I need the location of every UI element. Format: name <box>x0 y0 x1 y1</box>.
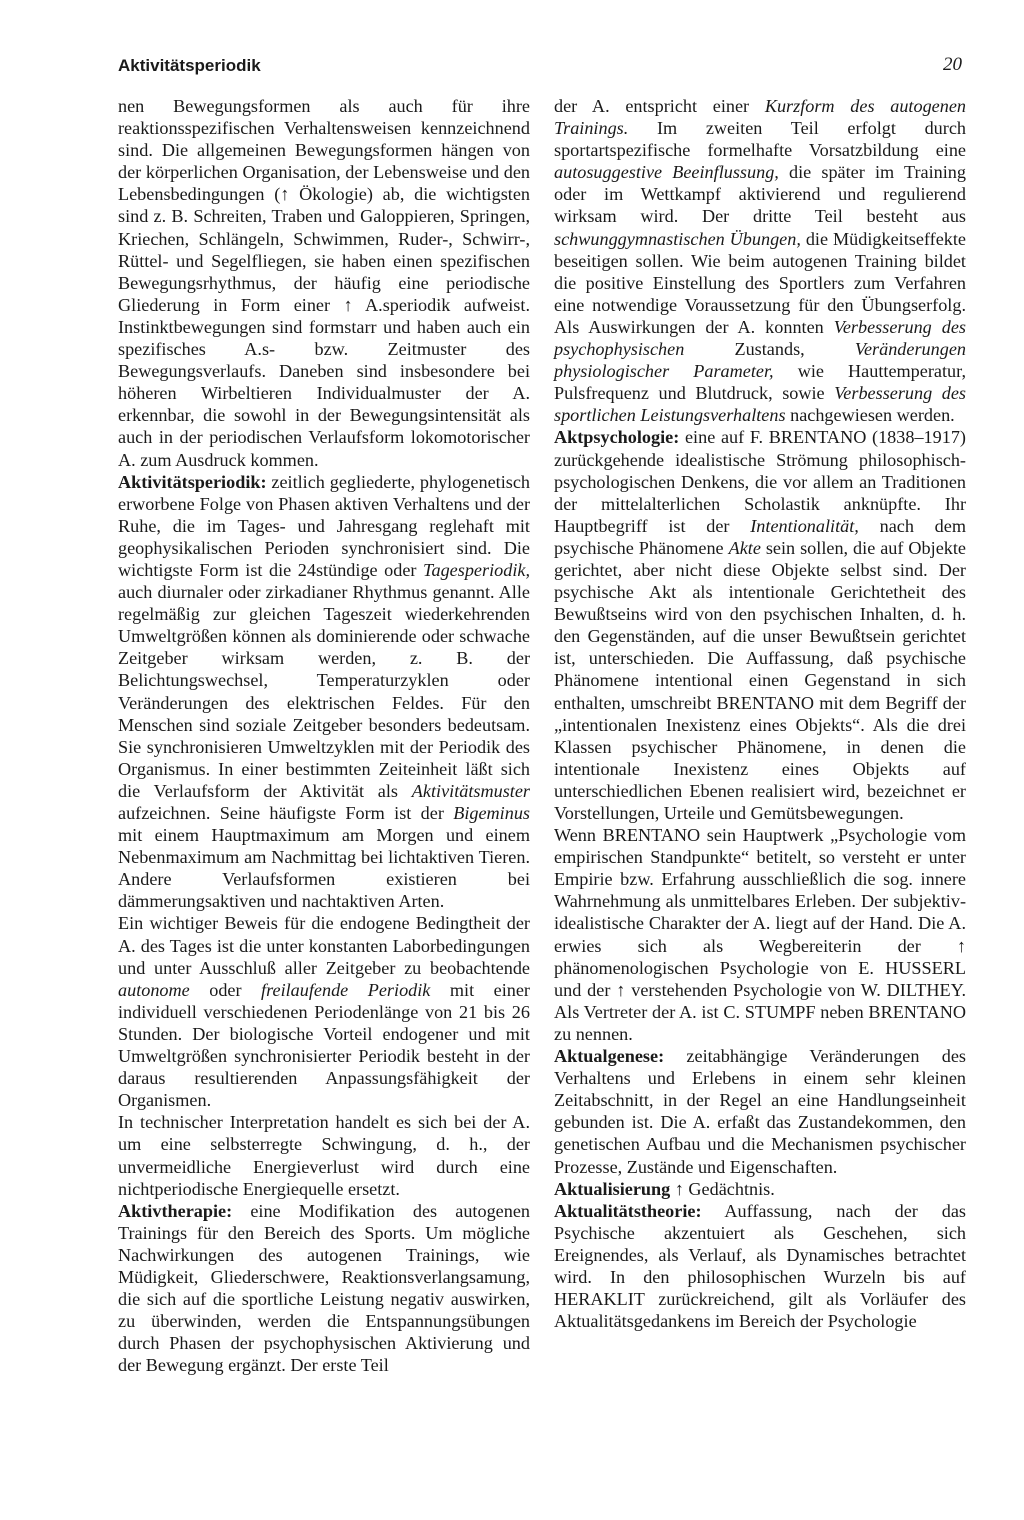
paragraph-text: Wenn BRENTANO sein Hauptwerk „Psychologie vom empirischen Standpunkte“ betitelt, so versteht er unter Empirie bzw. Erfahrung ausschließlich die sog. innere Wahrnehmung als unmittelbares Erleben. Der subjektiv-idealistische Charakter der A. liegt auf der Hand. Die A. erwies sich als Wegbereiterin der ↑ phänomenologischen Psychologie von E. HUSSERL und der ↑ verstehenden Psychologie von W. DILTHEY. Als Vertreter der A. ist C. STUMPF neben BRENTANO zu nennen. <box>554 825 966 1044</box>
paragraph-text: der A. entspricht einer <box>554 96 765 116</box>
entry-text: eine Modifikation des autogenen Trainings für den Bereich des Sports. Um mögliche Nachwirkungen des autogenen Trainings, wie Müdigkeit, Gliederschwere, Reaktionsverlangsamung, die sich auf die sportliche Leistung negativ auswirken, zu überwinden, werden die Entspannungsübungen durch Phasen der psychophysischen Aktivierung und der Bewegung ergänzt. Der erste Teil <box>118 1200 530 1376</box>
emphasis-text: Intentionalität, <box>750 515 859 536</box>
emphasis-text: schwunggymnastischen Übungen, <box>554 228 801 249</box>
entry-text: aufzeichnen. Seine häufigste Form ist der <box>118 803 454 823</box>
entry-text: eine auf F. BRENTANO (1838–1917) zurückgehende idealistische Strömung philosophisch-psychologischen Denkens, die vor allem an Traditionen der mittelalterlichen Scholastik anknüpfte. Ihr Hauptbegriff ist der <box>554 427 966 536</box>
paragraph-continuation <box>118 95 530 471</box>
emphasis-text: Bigeminus <box>453 803 530 823</box>
page-number: 20 <box>943 54 962 75</box>
emphasis-text: Kurzform des autogenen Trainings. <box>554 96 966 139</box>
left-column <box>118 95 530 1376</box>
paragraph-text: die später im Training oder im Wettkampf aktivierend und regulierend wirksam wird. Der dritte Teil besteht aus <box>554 162 966 227</box>
emphasis-text: Akte <box>728 537 761 558</box>
paragraph-text: In technischer Interpretation handelt es sich bei der A. um eine selbsterregte Schwingung, d. h., der unvermeidliche Energieverlust wird durch eine nichtperiodische Energiequelle ersetzt. <box>118 1112 530 1199</box>
headword: Aktualgenese: <box>554 1046 665 1067</box>
emphasis-text: Verbesserung des sportlichen Leistungsverhaltens <box>554 383 967 426</box>
entry-aktualgenese <box>554 1045 966 1178</box>
headword: Aktualitätstheorie: <box>554 1200 702 1221</box>
entry-text: nach dem psychische Phänomene <box>554 515 966 558</box>
headword: Aktpsychologie: <box>554 427 680 448</box>
headword: Aktivtherapie: <box>118 1200 233 1221</box>
paragraph <box>554 824 966 1045</box>
emphasis-text: freilaufende Periodik <box>261 979 431 1000</box>
emphasis-text: Veränderungen physiologischer Parameter, <box>554 339 966 382</box>
entry-text: auch diurnaler oder zirkadianer Rhythmus genannt. Alle regelmäßig zur gleichen Tageszeit wiederkehrenden Umweltgrößen können als dominierende oder schwache Zeitgeber wirksam werden, z. B. der Belichtungswechsel, Temperaturzyklen oder Veränderungen des elektrischen Feldes. Für den Menschen sind soziale Zeitgeber besonders bedeutsam. Sie synchronisieren Umweltzyklen mit der Periodik des Organismus. In einer bestimmten Zeiteinheit läßt sich die Verlaufsform der Aktivität als <box>118 582 530 801</box>
paragraph-text: nachgewiesen werden. <box>785 405 955 426</box>
paragraph-text: die Müdigkeitseffekte beseitigen sollen. Wie beim autogenen Training bildet die positive Einstellung des Sportlers zum Verfahren eine notwendige Voraussetzung für den Übungserfolg. Als Auswirkungen der A. konnten <box>554 228 966 337</box>
entry-text: zeitabhängige Veränderungen des Verhaltens und Erlebens in einem sehr kleinen Zeitabschnitt, in der Regel an eine Handlungseinheit gebunden ist. Die A. erfaßt das Zustandekommen, den genetischen Aufbau und die Mechanismen psychischer Prozesse, Zustände und Eigenschaften. <box>554 1046 966 1177</box>
entry-aktivtherapie <box>118 1200 530 1377</box>
paragraph-text: nen Bewegungsformen als auch für ihre reaktionsspezifischen Verhaltensweisen kennzeichnend sind. Die allgemeinen Bewegungsformen hängen von der körperlichen Organisation, der Lebensweise und den Lebensbedingungen (↑ Ökologie) ab, die wichtigsten sind z. B. Schreiten, Traben und Galoppieren, Springen, Kriechen, Schlängeln, Schwimmen, Ruder-, Schwirr-, Rüttel- und Segelfliegen, sie haben einen spezifischen Bewegungsrhythmus, der häufig eine periodische Gliederung in Form einer ↑ A.speriodik aufweist. Instinktbewegungen sind formstarr und haben auch ein spezifisches A.s- bzw. Zeitmuster des Bewegungsverlaufs. Daneben sind insbesondere bei höheren Wirbeltieren Individualmuster der A. erkennbar, die sowohl in der Bewegungsintensität als auch in der periodischen Verlaufsform lokomotorischer A. zum Ausdruck kommen. <box>118 96 530 470</box>
emphasis-text: autonome <box>118 979 190 1000</box>
headword: Aktualisierung <box>554 1178 671 1199</box>
paragraph-text: oder <box>189 979 262 1000</box>
entry-text: sein sollen, die auf Objekte gerichtet, aber nicht diese Objekte selbst sind. Der psychische Akt als intentionale Gerichtetheit des Bewußtseins wird von den psychischen Inhalten, d. h. den Gegenständen, auf die unser Bewußtsein gerichtet ist, unterschieden. Die Auffassung, daß psychische Phänomene intentional einen Gegenstand in sich enthalten, umschreibt BRENTANO mit dem Begriff der „intentionalen Inexistenz eines Objekts“. Als die drei Klassen psychischer Phänomene, in denen die intentionale Inexistenz eines Objekts auf unterschiedlichen Ebenen realisiert wird, bezeichnet er Vorstellungen, Urteile und Gemütsbewegungen. <box>554 537 966 823</box>
headword: Aktivitätsperiodik: <box>118 471 267 492</box>
entry-text: zeitlich gegliederte, phylogenetisch erworbene Folge von Phasen aktiven Verhaltens und der Ruhe, die im Tages- und Jahresgang reglehaft mit geophysikalischen Perioden synchronisiert sind. Die wichtigste Form ist die 24stündige oder <box>118 471 530 580</box>
emphasis-text: Verbesserung des psychophysischen <box>554 316 966 360</box>
entry-aktpsychologie <box>554 426 966 824</box>
paragraph <box>118 1111 530 1199</box>
entry-aktivitaetsperiodik <box>118 471 530 913</box>
running-head: Aktivitätsperiodik <box>118 56 261 75</box>
paragraph-text: mit einer individuell verschiedenen Periodenlänge von 21 bis 26 Stunden. Der biologische Vorteil endogener und mit Umweltgrößen synchronisierter Periodik besteht in der daraus resultierenden Anpassungsfähigkeit der Organismen. <box>118 979 530 1111</box>
entry-text: ↑ Gedächtnis. <box>670 1178 775 1199</box>
emphasis-text: Aktivitätsmuster <box>411 780 530 801</box>
entry-text: Auffassung, nach der das Psychische akzentuiert als Geschehen, sich Ereignendes, als Verlauf, als Dynamisches betrachtet wird. In den philosophischen Wurzeln bis auf HERAKLIT zurückreichend, gilt als Vorläufer des Aktualitätsgedankens im Bereich der Psychologie <box>554 1200 966 1332</box>
paragraph <box>118 912 530 1111</box>
emphasis-text: Tagesperiodik, <box>423 559 530 580</box>
entry-aktualitaetstheorie <box>554 1200 966 1333</box>
entry-text: mit einem Hauptmaximum am Morgen und einem Nebenmaximum am Nachmittag bei lichtaktiven Tieren. Andere Verlaufsformen existieren bei dämmerungsaktiven und nachtaktiven Arten. <box>118 825 530 912</box>
paragraph-text: wie Hauttemperatur, Pulsfrequenz und Blutdruck, sowie <box>554 361 966 404</box>
emphasis-text: autosuggestive Beeinflussung, <box>554 162 779 183</box>
paragraph-text: Ein wichtiger Beweis für die endogene Bedingtheit der A. des Tages ist die unter konstanten Laborbedingungen und unter Ausschluß aller Zeitgeber zu beobachtende <box>118 913 530 978</box>
paragraph-continuation <box>554 95 966 426</box>
paragraph-text: Zustands, <box>684 339 855 360</box>
right-column <box>554 95 966 1332</box>
entry-aktualisierung <box>554 1178 966 1200</box>
paragraph-text: Im zweiten Teil erfolgt durch sportartspezifische formelhafte Vorsatzbildung eine <box>554 118 966 161</box>
